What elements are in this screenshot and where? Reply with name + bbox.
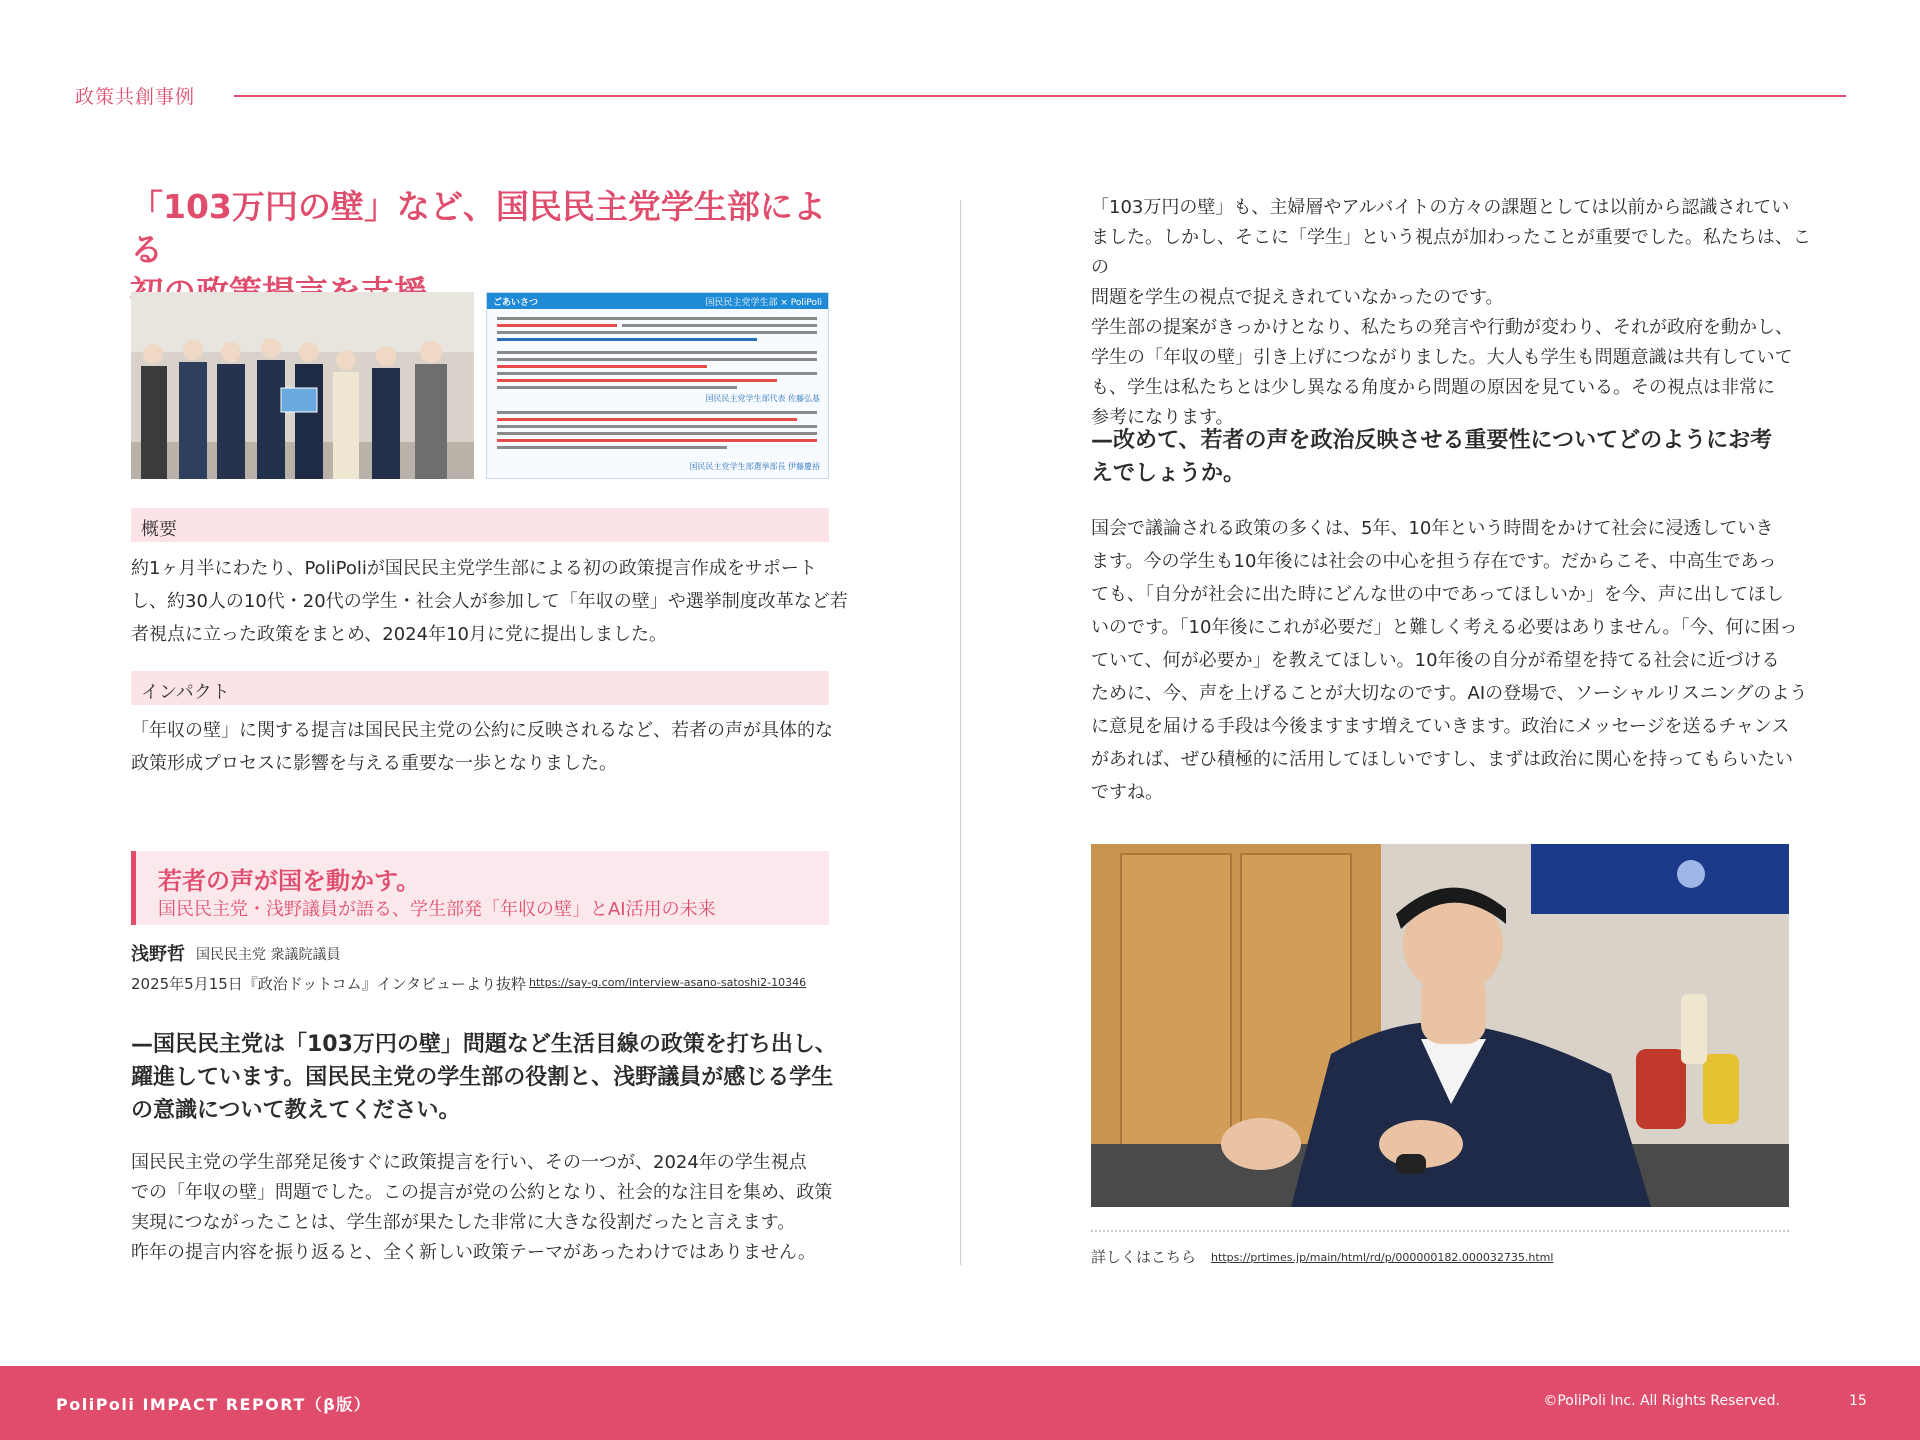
overview-label-bar — [131, 508, 829, 542]
text-line: ました。しかし、そこに「学生」という視点が加わったことが重要でした。私たちは、この — [1091, 227, 1811, 278]
group-photo-illustration — [131, 292, 474, 479]
text-line: 者視点に立った政策をまとめ、2024年10月に党に提出しました。 — [131, 624, 667, 645]
text-line: 国会で議論される政策の多くは、5年、10年という時間をかけて社会に浸透していき — [1091, 518, 1774, 539]
impact-label: インパクト — [141, 682, 230, 703]
doc-text-line — [497, 446, 727, 449]
text-line: 約1ヶ月半にわたり、PoliPoliが国民民主党学生部による初の政策提言作成をサポート — [131, 558, 817, 579]
doc-text-line — [497, 386, 737, 389]
text-line: 「年収の壁」に関する提言は国民民主党の公約に反映されるなど、若者の声が具体的な — [131, 720, 833, 741]
text-line: 参考になります。 — [1091, 407, 1234, 428]
overview-label: 概要 — [141, 519, 177, 540]
text-line: 「103万円の壁」も、主婦層やアルバイトの方々の課題としては以前から認識されてい — [1091, 197, 1790, 218]
greeting-document-thumbnail — [486, 292, 829, 479]
interview-title: 若者の声が国を動かす。 — [158, 867, 421, 895]
text-line: ていて、何が必要か」を教えてほしい。10年後の自分が希望を持てる社会に近づける — [1091, 650, 1780, 671]
text-line: も、学生は私たちとは少し異なる角度から問題の原因を見ている。その視点は非常に — [1091, 377, 1775, 398]
doc-text-line — [497, 324, 617, 327]
interview-photo — [1091, 844, 1789, 1207]
interviewee-role: 国民民主党 衆議院議員 — [196, 947, 341, 963]
interview-question — [131, 1028, 851, 1127]
doc-text-line — [497, 358, 817, 361]
column-divider — [960, 200, 961, 1265]
source-link[interactable]: https://say-g.com/interview-asano-satoshi2-10346 — [529, 976, 807, 989]
text-line: での「年収の壁」問題でした。この提言が党の公約となり、社会的な注目を集め、政策 — [131, 1182, 833, 1203]
overview-text — [131, 552, 851, 651]
answer-continued — [1091, 193, 1821, 433]
text-line: の意識について教えてください。 — [131, 1098, 461, 1123]
more-info-link[interactable]: https://prtimes.jp/main/html/rd/p/000000182.000032735.html — [1211, 1251, 1554, 1264]
interview-heading-box — [131, 851, 829, 925]
interview-photo-illustration — [1091, 844, 1789, 1207]
text-line: 国民民主党の学生部発足後すぐに政策提言を行い、その一つが、2024年の学生視点 — [131, 1152, 807, 1173]
text-line: 昨年の提言内容を振り返ると、全く新しい政策テーマがあったわけではありません。 — [131, 1242, 816, 1263]
doc-text-line — [497, 372, 817, 375]
text-line: —国民民主党は「103万円の壁」問題など生活目線の政策を打ち出し、 — [131, 1032, 837, 1057]
text-line: 学生部の提案がきっかけとなり、私たちの発言や行動が変わり、それが政府を動かし、 — [1091, 317, 1793, 338]
text-line: 実現につながったことは、学生部が果たした非常に大きな役割だったと言えます。 — [131, 1212, 796, 1233]
doc-header-bar — [487, 293, 828, 309]
doc-text-line — [497, 351, 817, 354]
page-number: 15 — [1849, 1393, 1867, 1409]
doc-text-line — [497, 411, 817, 414]
footer-bar — [0, 1366, 1920, 1440]
text-line: ても、「自分が社会に出た時にどんな世の中であってほしいか」を今、声に出してほし — [1091, 584, 1784, 605]
text-line: ます。今の学生も10年後には社会の中心を担う存在です。だからこそ、中高生であっ — [1091, 551, 1777, 572]
text-line: 学生の「年収の壁」引き上げにつながりました。大人も学生も問題意識は共有していて — [1091, 347, 1793, 368]
doc-text-line — [497, 439, 817, 442]
text-line: いのです。「10年後にこれが必要だ」と難しく考える必要はありません。「今、何に困っ — [1091, 617, 1798, 638]
doc-brand: 国民民主党学生部 × PoliPoli — [705, 298, 822, 308]
doc-text-line — [497, 338, 757, 341]
text-line: —改めて、若者の声を政治反映させる重要性についてどのようにお考 — [1091, 428, 1773, 453]
doc-text-line — [497, 432, 817, 435]
interviewee-name: 浅野哲 — [131, 944, 185, 965]
title-line: 「103万円の壁」など、国民民主党学生部による — [130, 187, 826, 269]
text-line: ために、今、声を上げることが大切なのです。AIの登場で、ソーシャルリスニングのよう — [1091, 683, 1808, 704]
doc-text-line — [622, 324, 817, 327]
text-line: し、約30人の10代・20代の学生・社会人が参加して「年収の壁」や選挙制度改革など若 — [131, 591, 848, 612]
text-line: に意見を届ける手段は今後ますます増えていきます。政治にメッセージを送るチャンス — [1091, 716, 1790, 737]
interview-question-2 — [1091, 424, 1821, 490]
doc-signature: 国民民主党学生部代表 佐藤弘基 — [705, 394, 820, 403]
impact-text — [131, 714, 851, 780]
text-line: 政策形成プロセスに影響を与える重要な一歩となりました。 — [131, 753, 617, 774]
doc-text-line — [497, 317, 817, 320]
separator-dotted — [1091, 1230, 1789, 1232]
doc-text-line — [497, 425, 817, 428]
interview-answer — [131, 1148, 851, 1268]
doc-text-line — [497, 331, 817, 334]
impact-label-bar — [131, 671, 829, 705]
report-title: PoliPoli IMPACT REPORT（β版） — [56, 1395, 372, 1414]
text-line: 問題を学生の視点で捉えきれていなかったのです。 — [1091, 287, 1504, 308]
source-citation: 2025年5月15日『政治ドットコム』インタビューより抜粋 — [131, 975, 527, 993]
header-rule — [234, 95, 1846, 97]
doc-signature: 国民民主党学生部選挙部長 伊藤慶裕 — [689, 462, 820, 471]
section-label: 政策共創事例 — [75, 86, 196, 108]
interview-answer-2 — [1091, 512, 1821, 809]
text-line: えでしょうか。 — [1091, 461, 1246, 486]
text-line: があれば、ぜひ積極的に活用してほしいですし、まずは政治に関心を持ってもらいたい — [1091, 749, 1793, 770]
text-line: 躍進しています。国民民主党の学生部の役割と、浅野議員が感じる学生 — [131, 1065, 834, 1090]
interview-subtitle: 国民民主党・浅野議員が語る、学生部発「年収の壁」とAI活用の未来 — [158, 899, 716, 920]
doc-text-line — [497, 379, 777, 382]
copyright: ©PoliPoli Inc. All Rights Reserved. — [1543, 1393, 1780, 1409]
doc-text-line — [497, 365, 707, 368]
group-photo — [131, 292, 474, 479]
doc-text-line — [497, 418, 797, 421]
doc-heading: ごあいさつ — [493, 298, 539, 308]
text-line: ですね。 — [1091, 782, 1163, 803]
more-info-label: 詳しくはこちら — [1091, 1248, 1197, 1266]
